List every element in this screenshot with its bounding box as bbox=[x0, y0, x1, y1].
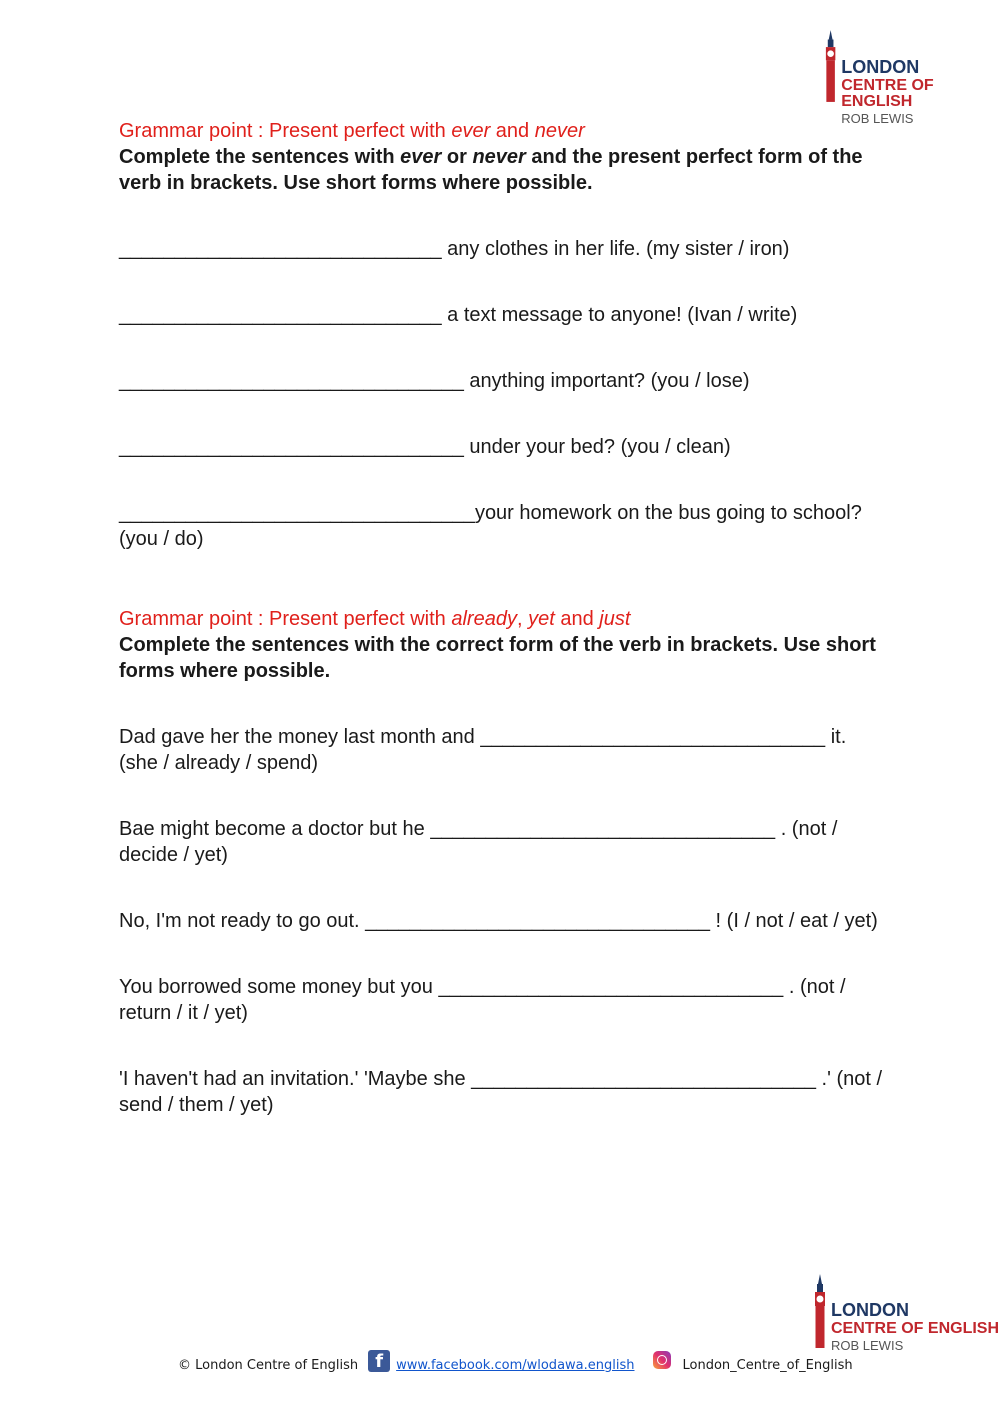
facebook-link[interactable]: www.facebook.com/wlodawa.english bbox=[396, 1357, 635, 1373]
exercise-item: _____________________________ any clothes in her life. (my sister / iron) bbox=[119, 238, 790, 260]
answer-blank[interactable]: _______________________________ bbox=[480, 726, 826, 748]
answer-blank[interactable]: _______________________________ bbox=[365, 910, 710, 932]
worksheet-content bbox=[119, 118, 889, 1118]
logo-top bbox=[824, 28, 1000, 125]
logo-bottom bbox=[813, 1274, 999, 1352]
exercise-item: No, I'm not ready to go out. _______________________________ ! (I / not / eat / yet) bbox=[119, 910, 878, 932]
answer-blank[interactable]: _______________________________ bbox=[119, 436, 464, 458]
exercise-item: ________________________________your homework on the bus going to school? (you / do) bbox=[119, 502, 862, 550]
exercise-item: Dad gave her the money last month and _______________________________ it. (she / already / spend) bbox=[119, 726, 847, 774]
exercise-item: You borrowed some money but you _______________________________ . (not / return / it / yet) bbox=[119, 976, 846, 1024]
facebook-icon: f bbox=[368, 1350, 390, 1372]
section2-title: Grammar point : Present perfect with already, yet and just bbox=[119, 608, 631, 630]
instagram-icon bbox=[653, 1351, 671, 1369]
exercise-item: 'I haven't had an invitation.' 'Maybe she _______________________________ .' (not / send / them / yet) bbox=[119, 1068, 883, 1116]
footer bbox=[178, 1350, 878, 1380]
logo-line-london: LONDON bbox=[831, 1300, 909, 1320]
answer-blank[interactable]: _______________________________ bbox=[438, 976, 784, 998]
exercise-item: _______________________________ anything important? (you / lose) bbox=[119, 370, 750, 392]
copyright-text: © London Centre of English bbox=[178, 1357, 359, 1373]
big-ben-icon bbox=[824, 28, 837, 104]
exercise-item: Bae might become a doctor but he _______________________________ . (not / decide / yet) bbox=[119, 818, 838, 866]
section1-instructions: Complete the sentences with ever or never and the present perfect form of the verb in brackets. Use short forms where possible. bbox=[119, 146, 863, 194]
answer-blank[interactable]: _______________________________ bbox=[430, 818, 776, 840]
answer-blank[interactable]: _____________________________ bbox=[119, 238, 442, 260]
exercise-item: _____________________________ a text message to anyone! (Ivan / write) bbox=[119, 304, 798, 326]
logo-line-centre: CENTRE OF ENGLISH bbox=[841, 77, 934, 110]
instagram-handle: London_Centre_of_English bbox=[682, 1357, 853, 1373]
answer-blank[interactable]: _____________________________ bbox=[119, 304, 442, 326]
logo-line-rob-lewis: ROB LEWIS bbox=[841, 111, 914, 126]
big-ben-icon bbox=[813, 1274, 827, 1348]
logo-line-centre: CENTRE OF ENGLISH bbox=[831, 1320, 1000, 1337]
answer-blank[interactable]: _______________________________ bbox=[471, 1068, 816, 1090]
exercise-item: _______________________________ under your bed? (you / clean) bbox=[119, 436, 731, 458]
answer-blank[interactable]: _______________________________ bbox=[119, 370, 464, 392]
logo-line-rob-lewis: ROB LEWIS bbox=[831, 1338, 904, 1353]
section2-instructions: Complete the sentences with the correct form of the verb in brackets. Use short forms where possible. bbox=[119, 634, 876, 682]
logo-line-london: LONDON bbox=[841, 57, 920, 77]
answer-blank[interactable]: ________________________________ bbox=[119, 502, 475, 524]
section1-title: Grammar point : Present perfect with ever and never bbox=[119, 120, 585, 142]
